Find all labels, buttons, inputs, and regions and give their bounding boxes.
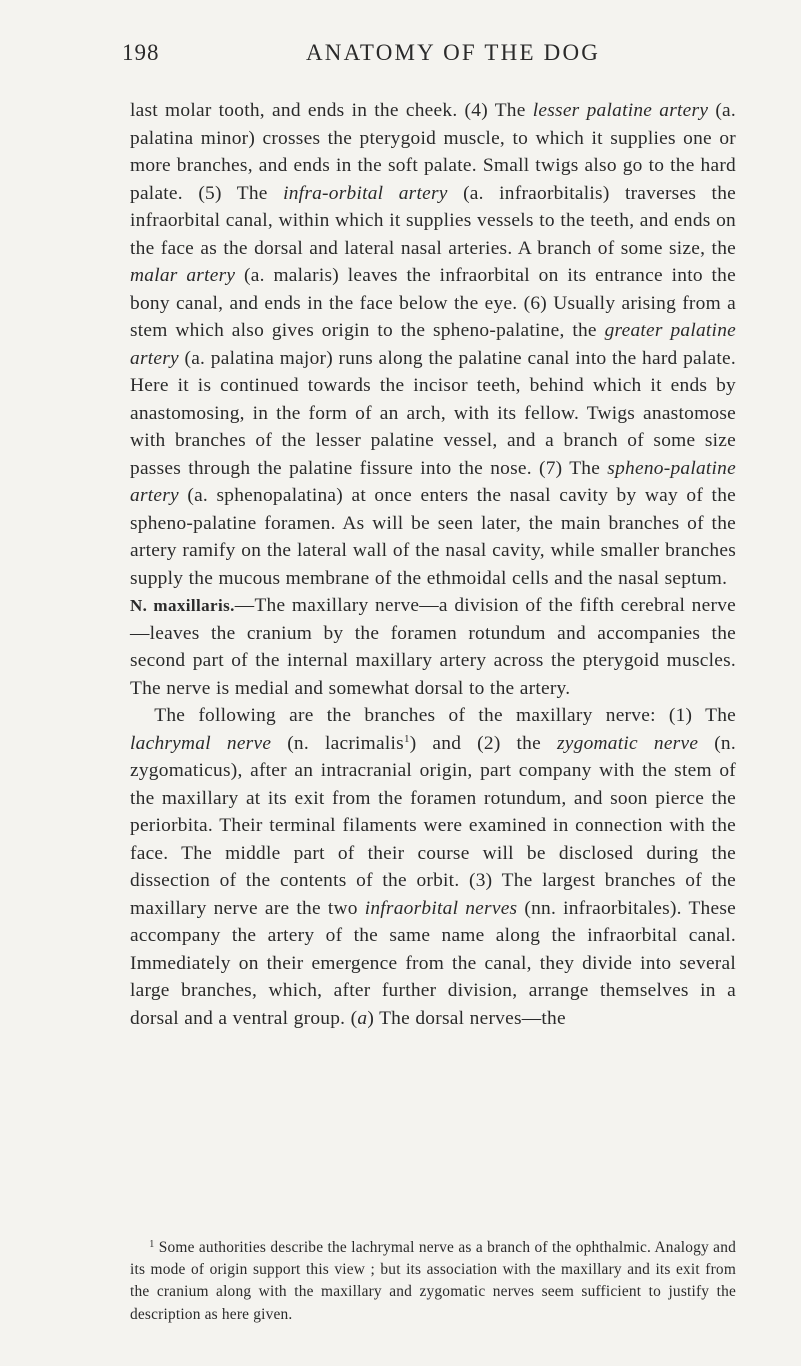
text-run: last molar tooth, and ends in the cheek. (4) The <box>130 100 533 121</box>
term-infraorbital-nerves: infraorbital nerves <box>364 897 518 919</box>
text-run: (a. palatina minor) crosses the pterygoid muscle, to which it supplies one or more branches, and ends in the soft palate. Small twigs also go to the hard palate. (5) The <box>130 100 736 204</box>
text-run: ) The dorsal nerves—the <box>367 1007 566 1029</box>
text-run: The following are the branches of the maxillary nerve: (1) The <box>154 705 736 726</box>
footnote <box>130 1237 736 1326</box>
list-marker: a <box>357 1007 368 1029</box>
term-zygomatic-nerve: zygomatic nerve <box>557 732 699 754</box>
text-run: —The maxillary nerve—a division of the fifth cerebral nerve—leaves the cranium by the foramen rotundum and accompanies the second part of the internal maxillary artery across the pterygoid muscles. The nerve is medial and somewhat dorsal to the artery. <box>130 595 736 699</box>
term-lachrymal-nerve: lachrymal nerve <box>130 732 272 754</box>
text-run: (nn. infraorbitales). These accompany the artery of the same name along the infraorbital canal. Immediately on their emergence from the canal, they divide into several large branches, which, after further division, arrange themselves in a dorsal and a ventral group. ( <box>130 897 736 1029</box>
text-run: ) and (2) the <box>409 732 557 754</box>
term-infra-orbital-artery: infra-orbital artery <box>283 182 448 204</box>
term-greater-palatine-artery: greater palatine artery <box>130 320 737 369</box>
footnote-text: Some authorities describe the lachrymal nerve as a branch of the ophthalmic. Analogy and its mode of origin support this view ; but its association with the maxillary and its exit from the cranium along with the maxillary and zygomatic nerves seem sufficient to justify the description as here given. <box>130 1239 736 1323</box>
term-spheno-palatine-artery: spheno-palatine artery <box>130 457 736 506</box>
text-run: (a. sphenopalatina) at once enters the nasal cavity by way of the spheno-palatine foramen. As will be seen later, the main branches of the artery ramify on the lateral wall of the nasal cavity, while smaller branches supply the mucous membrane of the ethmoidal cells and the nasal septum. <box>130 485 736 589</box>
footnote-reference: 1 <box>403 732 410 745</box>
section-heading: N. maxillaris. <box>130 596 235 615</box>
term-lesser-palatine-artery: lesser palatine artery <box>532 100 709 121</box>
running-head <box>122 40 727 70</box>
text-run: (a. palatina major) runs along the palatine canal into the hard palate. Here it is continued towards the incisor teeth, behind which it ends by anastomosing, in the form of an arch, with its fellow. Twigs anastomose with branches of the lesser palatine vessel, and a branch of some size passes through the palatine fissure into the nose. (7) The <box>130 347 736 479</box>
paragraph-nerve-branches <box>130 702 736 1032</box>
text-run: (a. infraorbitalis) traverses the infraorbital canal, within which it supplies vessels to the teeth, and ends on the face as the dorsal and lateral nasal arteries. A branch of some size, the <box>130 182 736 259</box>
text-run: (a. malaris) leaves the infraorbital on its entrance into the bony canal, and ends in the face below the eye. (6) Usually arising from a stem which also gives origin to the spheno-palatine, the <box>130 265 736 341</box>
running-title: ANATOMY OF THE DOG <box>306 40 601 65</box>
footnote-area <box>130 1237 736 1326</box>
footnote-marker: 1 <box>149 1239 155 1250</box>
page-number: 198 <box>122 40 160 65</box>
text-run: (n. lacrimalis <box>271 732 404 754</box>
term-malar-artery: malar artery <box>130 265 236 286</box>
paragraph-arteries <box>130 97 736 592</box>
text-run: (n. zygomaticus), after an intracranial origin, part company with the stem of the maxillary at its exit from the foramen rotundum, and soon pierce the periorbita. Their terminal filaments were examined in connection with the face. The middle part of their course will be disclosed during the dissection of the contents of the orbit. (3) The largest branches of the maxillary nerve are the two <box>130 732 736 919</box>
body-text <box>130 97 736 1032</box>
paragraph-maxillary-nerve <box>130 592 736 702</box>
